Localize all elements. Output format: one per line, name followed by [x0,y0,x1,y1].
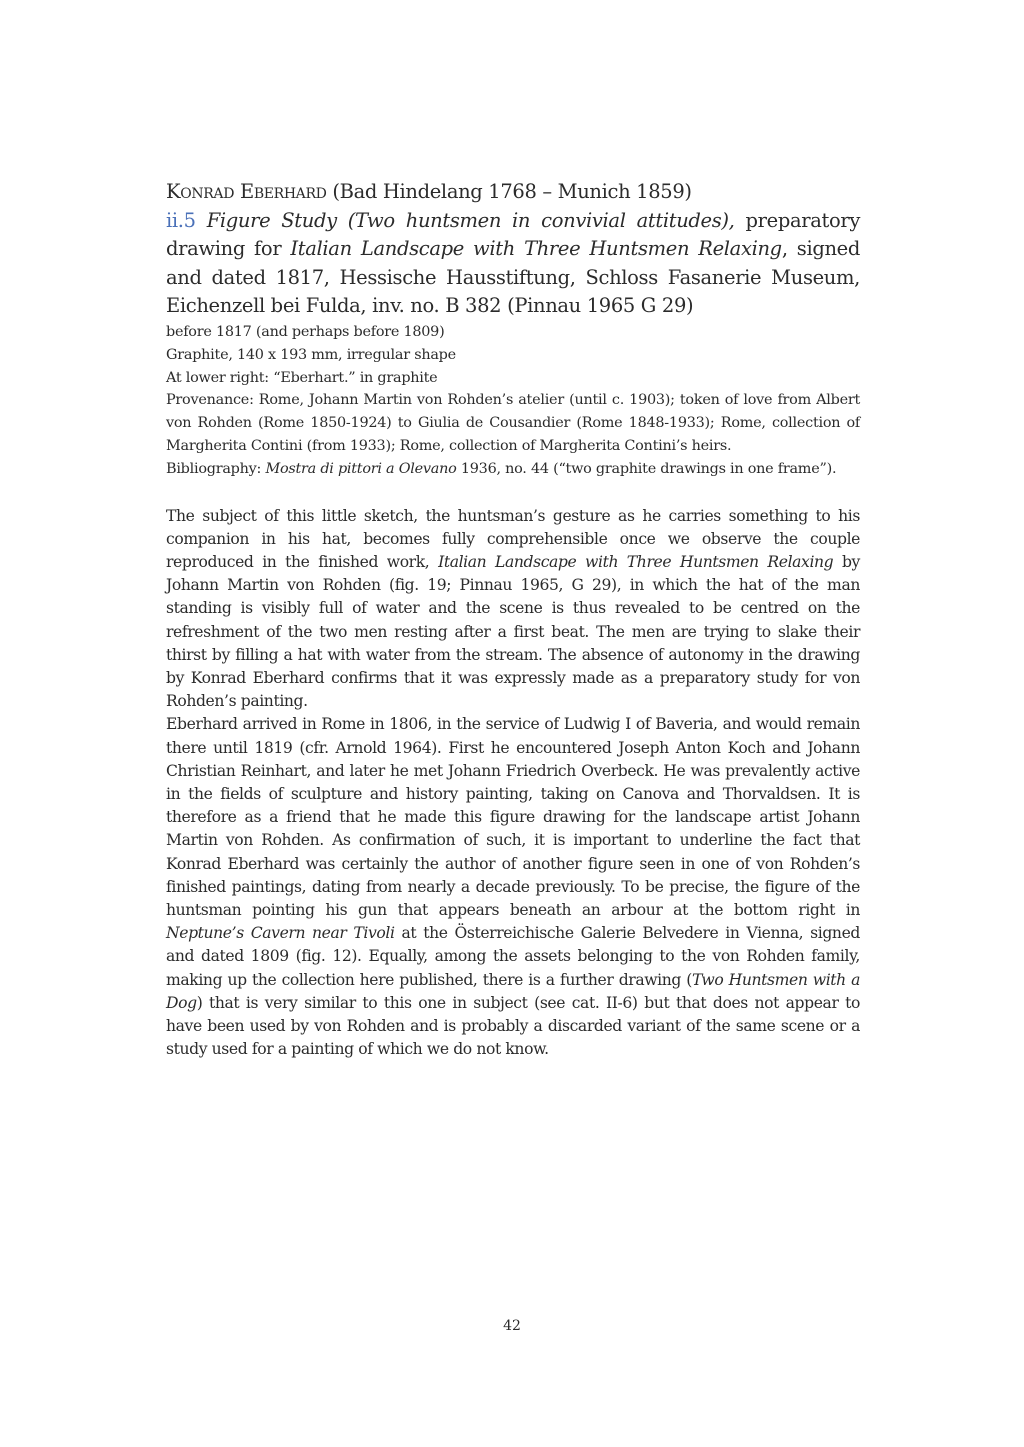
entry-metadata [166,321,860,481]
body-paragraph-2 [166,713,860,1061]
artist-dates: (Bad Hindelang 1768 – Munich 1859) [326,180,692,203]
entry-medium: Graphite, 140 x 193 mm, irregular shape [166,346,456,363]
body-paragraph-1 [166,505,860,714]
body-work-title: Italian Landscape with Three Huntsmen Relaxing [438,552,834,571]
body-work-title: Two Huntsmen with a Dog [166,970,860,1012]
artist-first-name: Konrad [166,180,235,203]
body-text-segment: Eberhard arrived in Rome in 1806, in the service of Ludwig I of Baveria, and would remain there until 1819 (cfr. Arnold 1964). First he encountered Joseph Anton Koch and Johann Christian Reinhart, and later he met Johann Friedrich Overbeck. He was prevalently active in the fields of sculpture and history painting, taking on Canova and Thorvaldsen. It is therefore as a friend that he made this figure drawing for the landscape artist Johann Martin von Rohden. As confirmation of such, it is important to underline the fact that Konrad Eberhard was certainly the author of another figure seen in one of von Rohden’s finished paintings, dating from nearly a decade previously. To be precise, the figure of the huntsman pointing his gun that appears beneath an arbour at the bottom right in [166,715,860,919]
page-number: 42 [503,1318,521,1334]
entry-date: before 1817 (and perhaps before 1809) [166,323,445,340]
body-text-segment: at the Österreichische Galerie Belvedere in Vienna, signed and dated 1809 (fig. 12). Equally, among the assets belonging to the von Rohden family, making up the collection here published, there is a further drawing ( [166,924,860,989]
body-work-title: Neptune’s Cavern near Tivoli [166,924,395,943]
work-description-a: preparatory drawing for [166,208,860,261]
related-work-title: Italian Landscape with Three Huntsmen Relaxing [290,237,782,261]
bibliography-rest: 1936, no. 44 (“two graphite drawings in one frame”). [456,460,837,477]
catalog-entry [166,178,860,1061]
body-text-segment: ) that is very similar to this one in subject (see cat. II-6) but that does not appear to have been used by von Rohden and is probably a discarded variant of the same scene or a study used for a painting of which we do not know. [166,993,860,1059]
work-title: Figure Study (Two huntsmen in convivial attitudes), [195,208,735,232]
bibliography-label: Bibliography: [166,460,266,477]
artist-last-name: Eberhard [239,180,327,203]
entry-heading [166,178,860,321]
entry-bibliography [166,458,860,481]
entry-body [166,505,860,1062]
work-description-b: , signed and dated 1817, Hessische Hausstiftung, Schloss Fasanerie Museum, Eichenzell bei Fulda, inv. no. B 382 (Pinnau 1965 G 29) [166,237,860,318]
catalog-number: ii.5 [166,208,196,232]
body-text-segment: by Johann Martin von Rohden (fig. 19; Pinnau 1965, G 29), in which the hat of the man standing is visibly full of water and the scene is thus revealed to be centred on the refreshment of the two men resting after a first beat. The men are trying to slake their thirst by filling a hat with water from the stream. The absence of autonomy in the drawing by Konrad Eberhard confirms that it was expressly made as a preparatory study for von Rohden’s painting. [166,552,860,711]
entry-provenance: Provenance: Rome, Johann Martin von Rohden’s atelier (until c. 1903); token of love from Albert von Rohden (Rome 1850-1924) to Giulia de Cousandier (Rome 1848-1933); Rome, collection of Margherita Contini (from 1933); Rome, collection of Margherita Contini’s heirs. [166,392,860,454]
body-text-segment: The subject of this little sketch, the huntsman’s gesture as he carries something to his companion in his hat, becomes fully comprehensible once we observe the couple reproduced in the finished work, [166,506,860,571]
entry-inscription: At lower right: “Eberhart.” in graphite [166,369,438,386]
bibliography-title: Mostra di pittori a Olevano [265,460,457,477]
